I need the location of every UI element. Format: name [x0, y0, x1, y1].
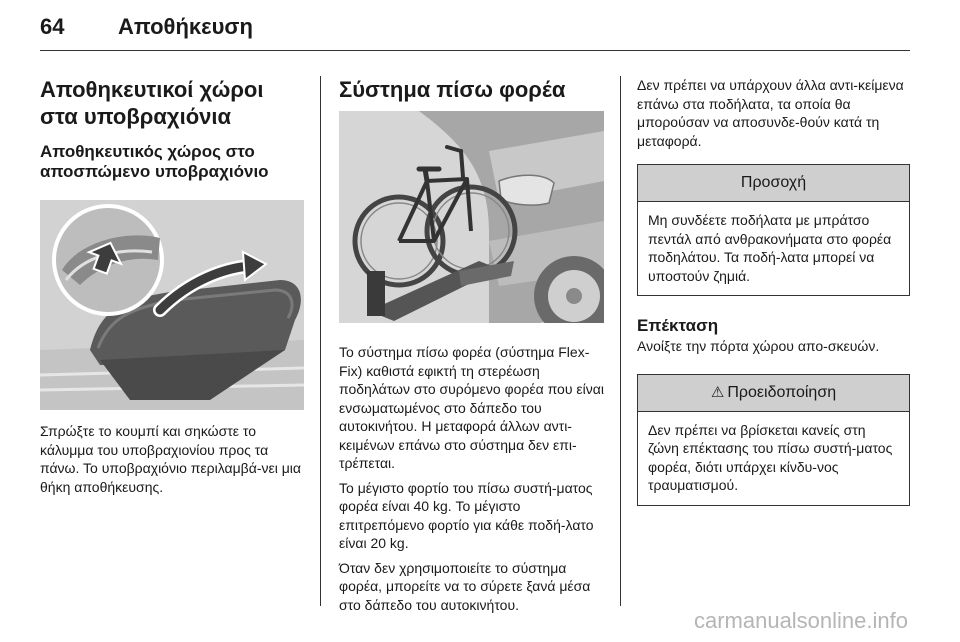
column-right: [637, 76, 910, 506]
warning-triangle-icon: ⚠: [710, 383, 725, 401]
caution-title: Προσοχή: [638, 165, 909, 202]
caution-box: [637, 164, 910, 296]
section-title-armrest: Αποθηκευτικοί χώροι στα υποβραχιόνια: [40, 77, 264, 129]
extension-title: Επέκταση: [637, 316, 719, 335]
warning-title: Προειδοποίηση: [727, 383, 837, 401]
column-middle: [339, 76, 604, 614]
warning-header: [638, 375, 909, 412]
section-title-rear-carrier: Σύστημα πίσω φορέα: [339, 77, 566, 102]
column-divider-right: [620, 76, 621, 606]
page-number: 64: [40, 14, 65, 39]
rear-carrier-paragraph-2: Το μέγιστο φορτίο του πίσω συστή-ματος φορέα είναι 40 kg. Το μέγιστο επιτρεπόμενο φορτίο για κάθε ποδή-λατο είναι 20 kg.: [339, 479, 594, 551]
rear-carrier-paragraph-1: Το σύστημα πίσω φορέα (σύστημα Flex-Fix) καθιστά εφικτή τη στερέωση ποδηλάτων στο συρόμενο φορέα που είναι ενσωματωμένος στο δάπεδο του αυτοκινήτου. Η μεταφορά άλλων αντι-κειμένων επάνω στο σύστημα δεν επι-τρέπεται.: [339, 344, 604, 471]
caution-text: Μη συνδέετε ποδήλατα με μπράτσο πεντάλ από ανθρακονήματα στο φορέα ποδηλάτου. Τα ποδή-λατα μπορεί να υποστούν ζημιά.: [648, 212, 892, 284]
rear-carrier-illustration: [339, 111, 604, 323]
warning-text: Δεν πρέπει να βρίσκεται κανείς στη ζώνη επέκτασης του πίσω συστή-ματος φορέα, διότι υπάρχει κίνδυ-νος τραυματισμού.: [648, 421, 893, 493]
warning-box: [637, 374, 910, 506]
header-rule: [40, 50, 910, 51]
column-divider-left: [320, 76, 321, 606]
column-left: [40, 76, 304, 496]
subsection-title-armrest: Αποθηκευτικός χώρος στο αποσπώμενο υποβραχιόνιο: [40, 142, 269, 181]
no-objects-paragraph: Δεν πρέπει να υπάρχουν άλλα αντι-κείμενα επάνω στα ποδήλατα, τα οποία θα μπορούσαν να αποσυνδε-θούν κατά τη μεταφορά.: [637, 77, 904, 149]
rear-carrier-paragraph-3: Όταν δεν χρησιμοποιείτε το σύστημα φορέα, μπορείτε να το σύρετε ξανά μέσα στο δάπεδο του αυτοκινήτου.: [339, 559, 591, 613]
armrest-instructions: Σπρώξτε το κουμπί και σηκώστε το κάλυμμα του υποβραχιονίου προς τα πάνω. Το υποβραχιόνιο περιλαμβά-νει μια θήκη αποθήκευσης.: [40, 423, 301, 495]
armrest-illustration: [40, 200, 304, 410]
extension-text: Ανοίξτε την πόρτα χώρου απο-σκευών.: [637, 338, 880, 354]
running-title: Αποθήκευση: [118, 14, 253, 39]
watermark: carmanualsonline.info: [693, 608, 908, 633]
page-header: [40, 14, 910, 52]
